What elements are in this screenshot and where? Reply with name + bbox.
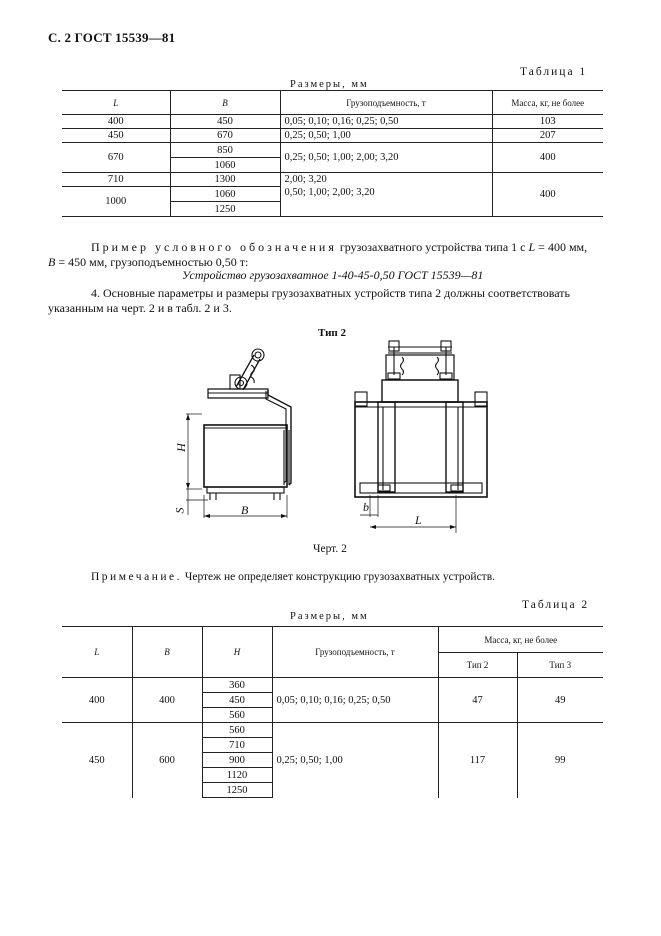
- table2-caption: Таблица 2: [522, 599, 590, 611]
- example-symbol: B: [48, 255, 56, 269]
- table-cell: 47: [438, 678, 517, 723]
- table-cell: 0,25; 0,50; 1,00; 2,00; 3,20: [280, 143, 492, 173]
- table-cell: 117: [438, 723, 517, 798]
- table-row: [62, 723, 603, 738]
- table-cell: 850: [170, 143, 280, 158]
- drawing-title: Тип 2: [318, 327, 346, 339]
- example-lead: Пример условного обозначения: [91, 240, 337, 254]
- table1-header-mass: Масса, кг, не более: [492, 91, 603, 115]
- table-cell: 670: [62, 143, 170, 173]
- table-row: [62, 678, 603, 693]
- dim-label-L: L: [415, 513, 422, 527]
- note-text: Чертеж не определяет конструкцию грузозахватных устройств.: [181, 571, 496, 583]
- table-cell: 1060: [170, 187, 280, 202]
- table-cell: 450: [62, 723, 132, 798]
- table-cell: 103: [492, 115, 603, 129]
- dim-label-b: b: [363, 500, 369, 514]
- table-cell: 450: [202, 693, 272, 708]
- note-lead: Примечание.: [91, 571, 182, 583]
- front-leg-right: [446, 402, 463, 492]
- table2-header-capacity: Грузоподъемность, т: [272, 627, 438, 678]
- table1: [62, 90, 603, 217]
- table-row: [62, 173, 603, 187]
- table-cell: 670: [170, 129, 280, 143]
- table2-header-type3: Тип 3: [517, 653, 603, 678]
- example-text: = 450 мм, грузоподъемностью 0,50 т:: [55, 255, 249, 269]
- table-row: [62, 115, 603, 129]
- table-row: [62, 129, 603, 143]
- table-cell: 0,05; 0,10; 0,16; 0,25; 0,50: [280, 115, 492, 129]
- table-cell: 400: [492, 173, 603, 217]
- dim-label-B: B: [241, 503, 249, 517]
- example-symbol: L: [528, 240, 536, 254]
- table2: [62, 626, 603, 798]
- table-cell: 400: [132, 678, 202, 723]
- table-cell: 1120: [202, 768, 272, 783]
- table-cell: 207: [492, 129, 603, 143]
- table-cell: 710: [62, 173, 170, 187]
- dim-label-H: H: [173, 443, 188, 452]
- table-cell: 560: [202, 723, 272, 738]
- table2-subtitle: Размеры, мм: [290, 611, 369, 622]
- table2-header-B: B: [132, 627, 202, 678]
- table-cell: 450: [62, 129, 170, 143]
- table-cell: 0,25; 0,50; 1,00: [272, 723, 438, 798]
- table1-subtitle: Размеры, мм: [290, 79, 369, 90]
- para4-line1: 4. Основные параметры и размеры грузозахватных устройств типа 2 должны соответствовать: [91, 286, 571, 300]
- table1-header-B: B: [170, 91, 280, 115]
- table-cell: 1250: [202, 783, 272, 798]
- side-body: [204, 425, 287, 487]
- table-cell: 400: [492, 143, 603, 173]
- note: [91, 571, 495, 583]
- table-cell: 710: [202, 738, 272, 753]
- dim-label-S: S: [172, 507, 187, 514]
- table1-header-L: L: [62, 91, 170, 115]
- table-cell: 0,25; 0,50; 1,00: [280, 129, 492, 143]
- table-cell: 49: [517, 678, 603, 723]
- example-designation: Устройство грузозахватное 1-40-45-0,50 ГОСТ 15539—81: [182, 268, 484, 282]
- table-cell: 0,05; 0,10; 0,16; 0,25; 0,50: [272, 678, 438, 723]
- table-cell: 560: [202, 708, 272, 723]
- table-cell: 900: [202, 753, 272, 768]
- table2-header-mass: Масса, кг, не более: [438, 627, 603, 653]
- table-cell: 1300: [170, 173, 280, 187]
- example-text: = 400 мм,: [535, 240, 588, 254]
- table-cell: 1250: [170, 202, 280, 217]
- front-view: [355, 341, 487, 533]
- page-header: С. 2 ГОСТ 15539—81: [48, 30, 176, 45]
- example-text: грузозахватного устройства типа 1 с: [336, 240, 529, 254]
- table-cell: 400: [62, 678, 132, 723]
- table2-header-L: L: [62, 627, 132, 678]
- table-cell: 99: [517, 723, 603, 798]
- drawing-caption: Черт. 2: [313, 543, 347, 555]
- table1-caption: Таблица 1: [520, 66, 588, 78]
- table-row: [62, 143, 603, 158]
- table2-header-type2: Тип 2: [438, 653, 517, 678]
- table2-header-H: H: [202, 627, 272, 678]
- type2-drawing: [150, 335, 510, 540]
- para4-line2: указанным на черт. 2 и в табл. 2 и 3.: [48, 301, 232, 315]
- table-cell: 2,00; 3,20: [280, 173, 492, 187]
- table-cell: 600: [132, 723, 202, 798]
- table-cell: 1060: [170, 158, 280, 173]
- side-bottom: [207, 487, 284, 493]
- table-cell: 1000: [62, 187, 170, 217]
- table-cell: 400: [62, 115, 170, 129]
- table-cell: 450: [170, 115, 280, 129]
- front-leg-left: [378, 402, 395, 492]
- table-cell: 0,50; 1,00; 2,00; 3,20: [280, 187, 492, 217]
- table-cell: 360: [202, 678, 272, 693]
- front-cap: [382, 380, 458, 402]
- side-view: [186, 349, 291, 518]
- table1-header-capacity: Грузоподъемность, т: [280, 91, 492, 115]
